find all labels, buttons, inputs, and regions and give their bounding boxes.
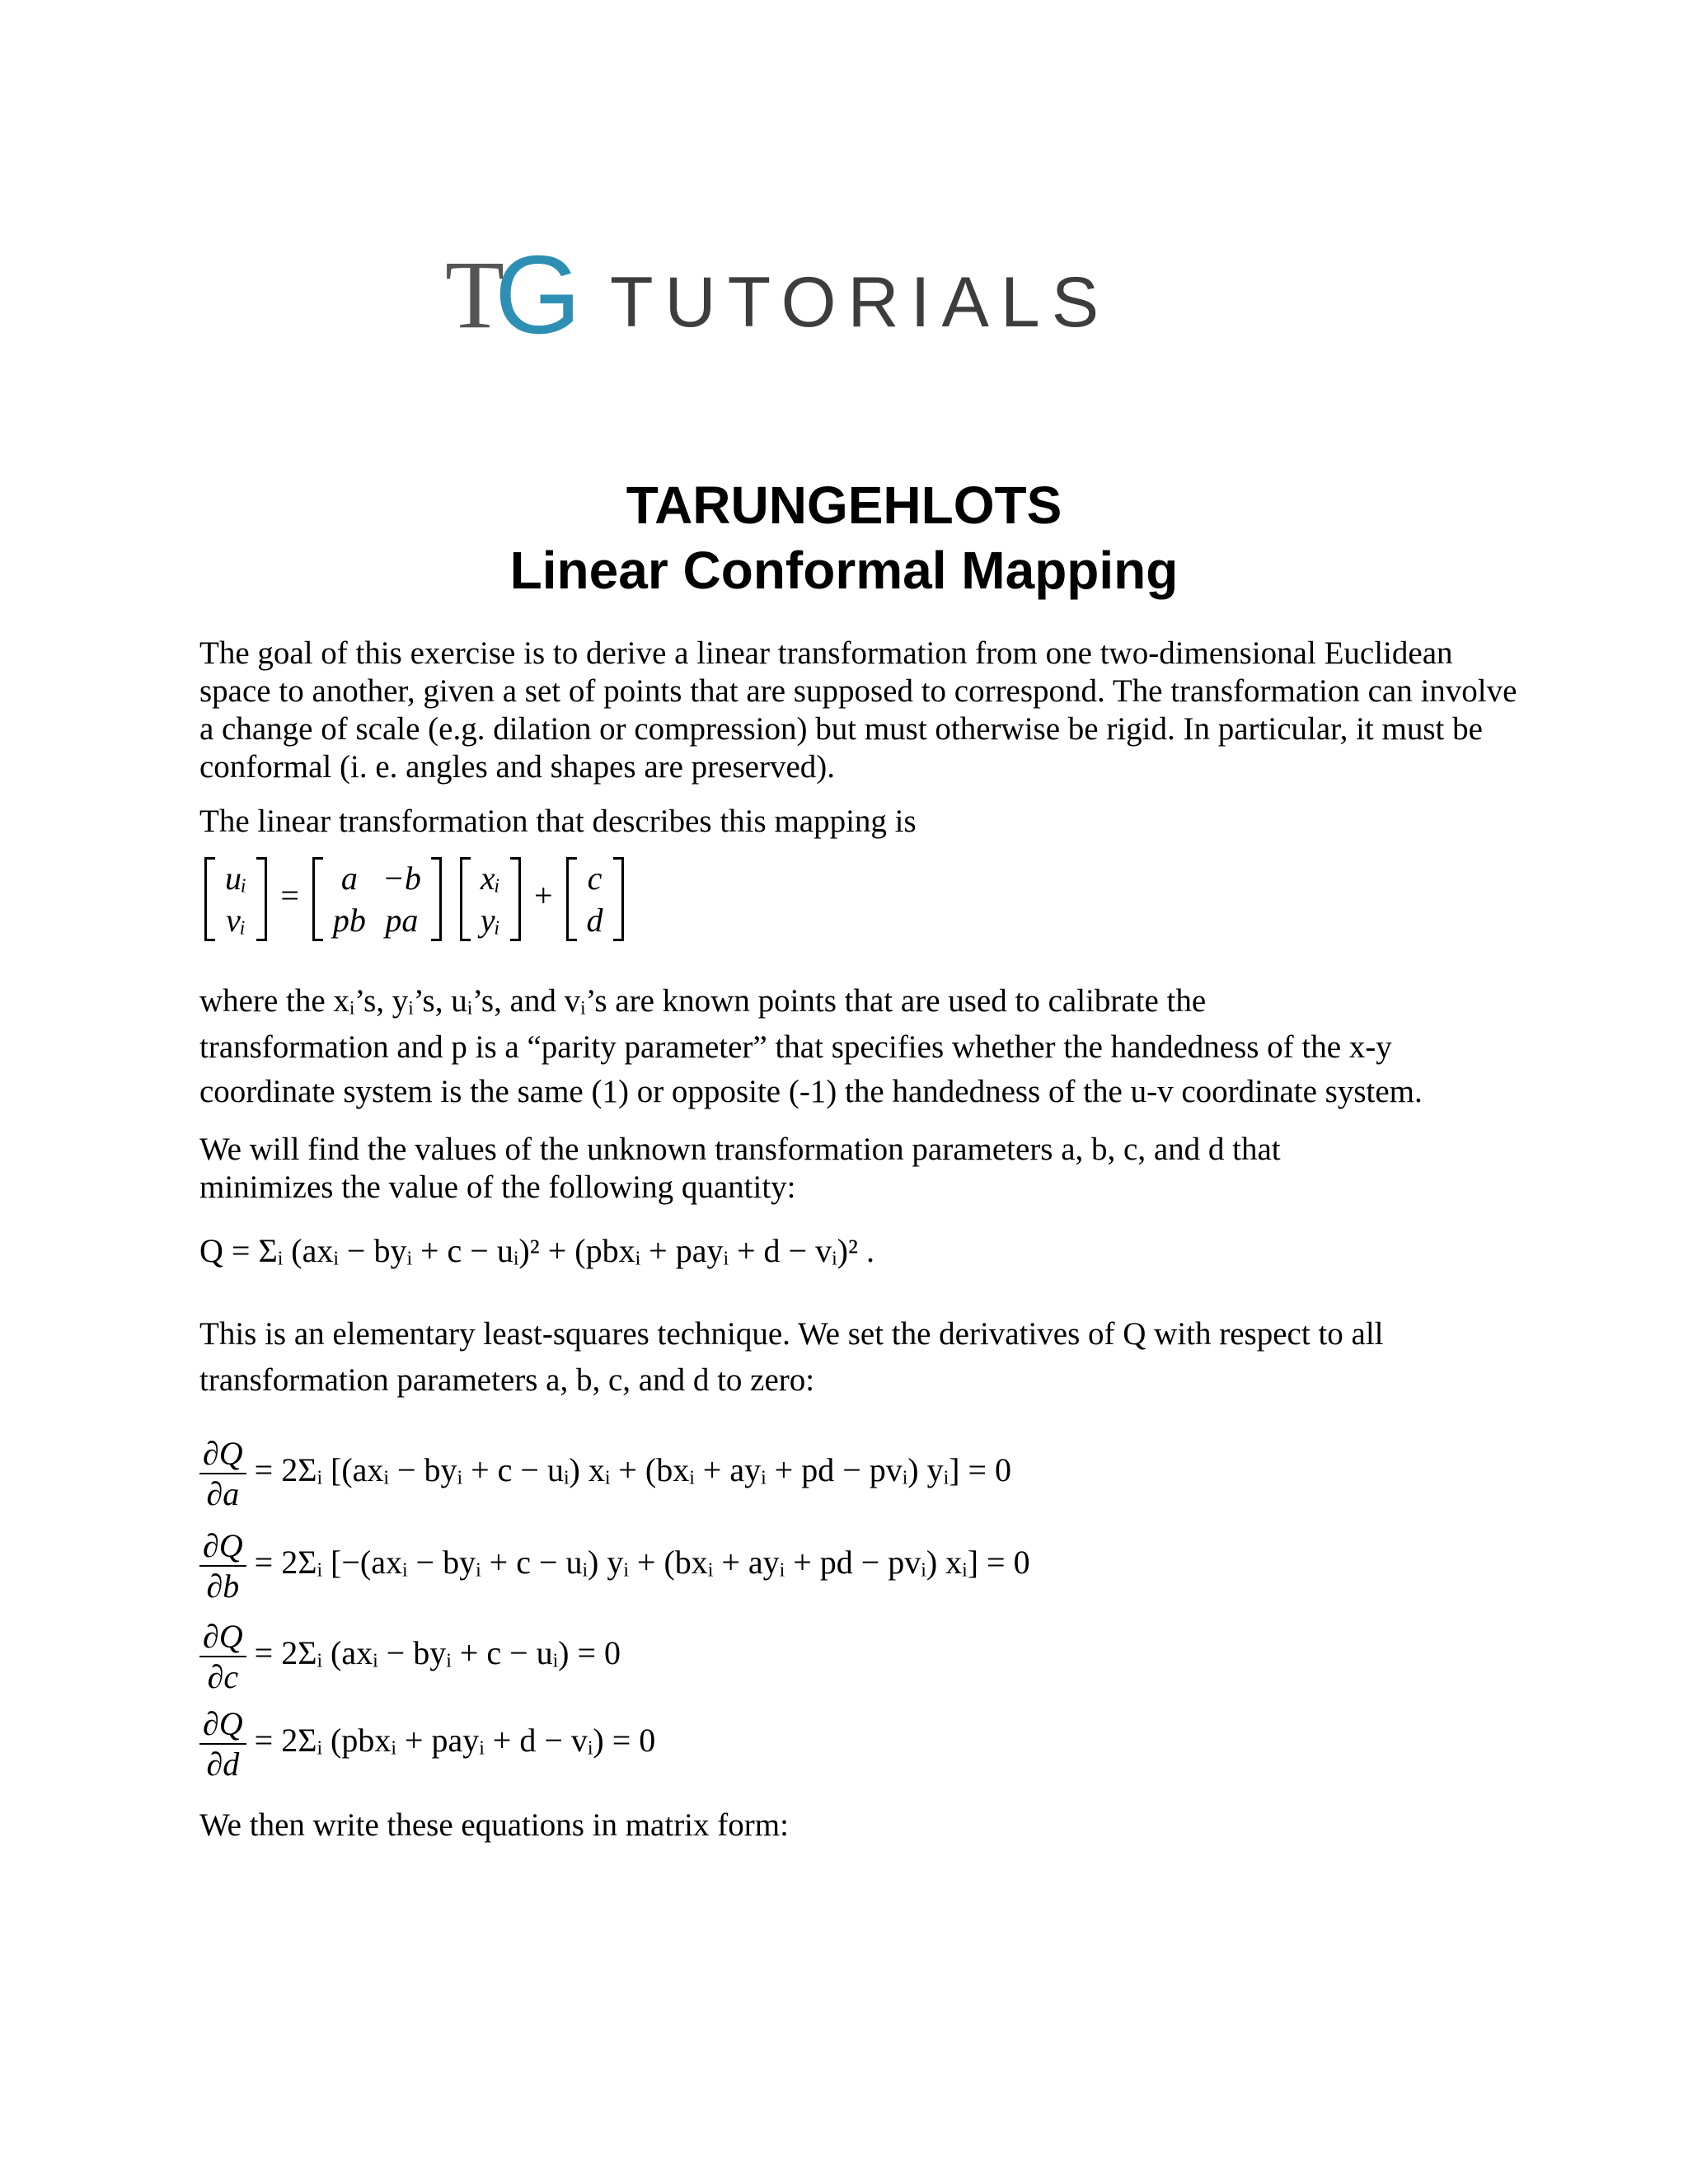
m21: pb xyxy=(332,902,366,939)
derivative-c xyxy=(199,1617,621,1696)
find-line-2: minimizes the value of the following quantity: xyxy=(199,1169,796,1205)
where-line-2: transformation and p is a “parity parameter” that specifies whether the handedness of the x-y xyxy=(199,1029,1392,1065)
transformation-equation xyxy=(199,857,629,941)
vec-y: yᵢ xyxy=(480,902,500,939)
frac-num: ∂Q xyxy=(199,1434,246,1474)
page-subtitle: Linear Conformal Mapping xyxy=(509,541,1179,600)
xy-vector xyxy=(460,857,521,941)
derivative-b-rhs: = 2Σᵢ [−(axᵢ − byᵢ + c − uᵢ) yᵢ + (bxᵢ + ayᵢ + pd − pvᵢ) xᵢ] = 0 xyxy=(254,1544,1030,1582)
vec-v: vᵢ xyxy=(226,902,246,939)
m12: −b xyxy=(382,860,421,897)
ls-line-1: This is an elementary least-squares technique. We set the derivatives of Q with respect to all xyxy=(199,1316,1384,1352)
logo-word: TUTORIALS xyxy=(610,263,1111,342)
ls-line-2: transformation parameters a, b, c, and d to zero: xyxy=(199,1362,815,1398)
m22: pa xyxy=(385,902,419,939)
vec-c: c xyxy=(587,860,603,897)
frac-num: ∂Q xyxy=(199,1704,246,1745)
derivative-d xyxy=(199,1704,655,1783)
frac-num: ∂Q xyxy=(199,1526,246,1567)
uv-vector xyxy=(204,857,267,941)
frac-num: ∂Q xyxy=(199,1617,246,1657)
find-line-1: We will find the values of the unknown transformation parameters a, b, c, and d that xyxy=(199,1132,1281,1167)
plus-sign: + xyxy=(533,877,553,915)
derivative-d-rhs: = 2Σᵢ (pbxᵢ + payᵢ + d − vᵢ) = 0 xyxy=(254,1722,656,1760)
transform-matrix xyxy=(312,857,442,941)
frac-dq-da xyxy=(199,1434,246,1513)
m11: a xyxy=(340,860,358,897)
derivative-a-rhs: = 2Σᵢ [(axᵢ − byᵢ + c − uᵢ) xᵢ + (bxᵢ + ayᵢ + pd − pvᵢ) yᵢ] = 0 xyxy=(254,1451,1012,1489)
intro-paragraph: The goal of this exercise is to derive a linear transformation from one two-dimensional Euclidean space to another, given a set of points that are supposed to correspond. The transformation can involve a change of scale (e.g. dilation or compression) but must otherwise be rigid. In particular, it must be conformal (i. e. angles and shapes are preserved). xyxy=(199,635,1517,785)
frac-den: ∂c xyxy=(207,1658,239,1695)
frac-den: ∂b xyxy=(206,1568,240,1605)
tg-tutorials-logo xyxy=(445,231,1269,357)
equals-sign: = xyxy=(280,877,299,915)
frac-dq-dd xyxy=(199,1704,246,1783)
derivative-c-rhs: = 2Σᵢ (axᵢ − byᵢ + c − uᵢ) = 0 xyxy=(254,1634,621,1672)
q-equation: Q = Σᵢ (axᵢ − byᵢ + c − uᵢ)² + (pbxᵢ + payᵢ + d − vᵢ)² . xyxy=(199,1232,874,1269)
matrix-intro: We then write these equations in matrix form: xyxy=(199,1807,789,1843)
logo-t: T xyxy=(445,241,505,349)
frac-dq-db xyxy=(199,1526,246,1605)
frac-dq-dc xyxy=(199,1617,246,1696)
where-line-3: coordinate system is the same (1) or opposite (-1) the handedness of the u-v coordinate system. xyxy=(199,1074,1423,1109)
transform-intro: The linear transformation that describes this mapping is xyxy=(199,804,917,839)
vec-x: xᵢ xyxy=(480,860,500,897)
where-line-1: where the xᵢ’s, yᵢ’s, uᵢ’s, and vᵢ’s are known points that are used to calibrate the xyxy=(199,983,1207,1019)
frac-den: ∂d xyxy=(206,1746,240,1783)
vec-u: uᵢ xyxy=(225,860,247,897)
page-title: TARUNGEHLOTS xyxy=(626,476,1062,535)
logo-g: G xyxy=(495,232,582,357)
frac-den: ∂a xyxy=(206,1475,240,1512)
derivative-b xyxy=(199,1526,1030,1605)
vec-d: d xyxy=(586,902,603,939)
derivative-a xyxy=(199,1434,1011,1513)
cd-vector xyxy=(566,857,624,941)
